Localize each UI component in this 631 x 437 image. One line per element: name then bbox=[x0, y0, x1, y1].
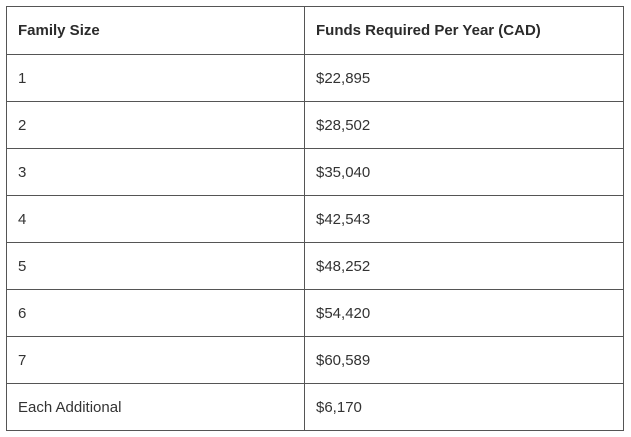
header-funds-required: Funds Required Per Year (CAD) bbox=[305, 7, 624, 55]
family-size-cell: Each Additional bbox=[7, 384, 305, 431]
table-row bbox=[7, 243, 624, 290]
family-size-cell: 3 bbox=[7, 149, 305, 196]
family-size-cell: 5 bbox=[7, 243, 305, 290]
table-row bbox=[7, 384, 624, 431]
funds-cell: $35,040 bbox=[305, 149, 624, 196]
family-size-cell: 6 bbox=[7, 290, 305, 337]
table-row bbox=[7, 102, 624, 149]
table-row bbox=[7, 290, 624, 337]
funds-table-container bbox=[6, 6, 623, 431]
table-row bbox=[7, 149, 624, 196]
family-size-cell: 7 bbox=[7, 337, 305, 384]
funds-cell: $60,589 bbox=[305, 337, 624, 384]
funds-cell: $22,895 bbox=[305, 55, 624, 102]
funds-cell: $48,252 bbox=[305, 243, 624, 290]
family-size-cell: 2 bbox=[7, 102, 305, 149]
funds-cell: $42,543 bbox=[305, 196, 624, 243]
header-family-size: Family Size bbox=[7, 7, 305, 55]
table-row bbox=[7, 337, 624, 384]
funds-cell: $54,420 bbox=[305, 290, 624, 337]
table-header-row bbox=[7, 7, 624, 55]
family-size-cell: 4 bbox=[7, 196, 305, 243]
family-size-cell: 1 bbox=[7, 55, 305, 102]
funds-cell: $28,502 bbox=[305, 102, 624, 149]
funds-cell: $6,170 bbox=[305, 384, 624, 431]
table-row bbox=[7, 55, 624, 102]
funds-table bbox=[6, 6, 624, 431]
table-row bbox=[7, 196, 624, 243]
